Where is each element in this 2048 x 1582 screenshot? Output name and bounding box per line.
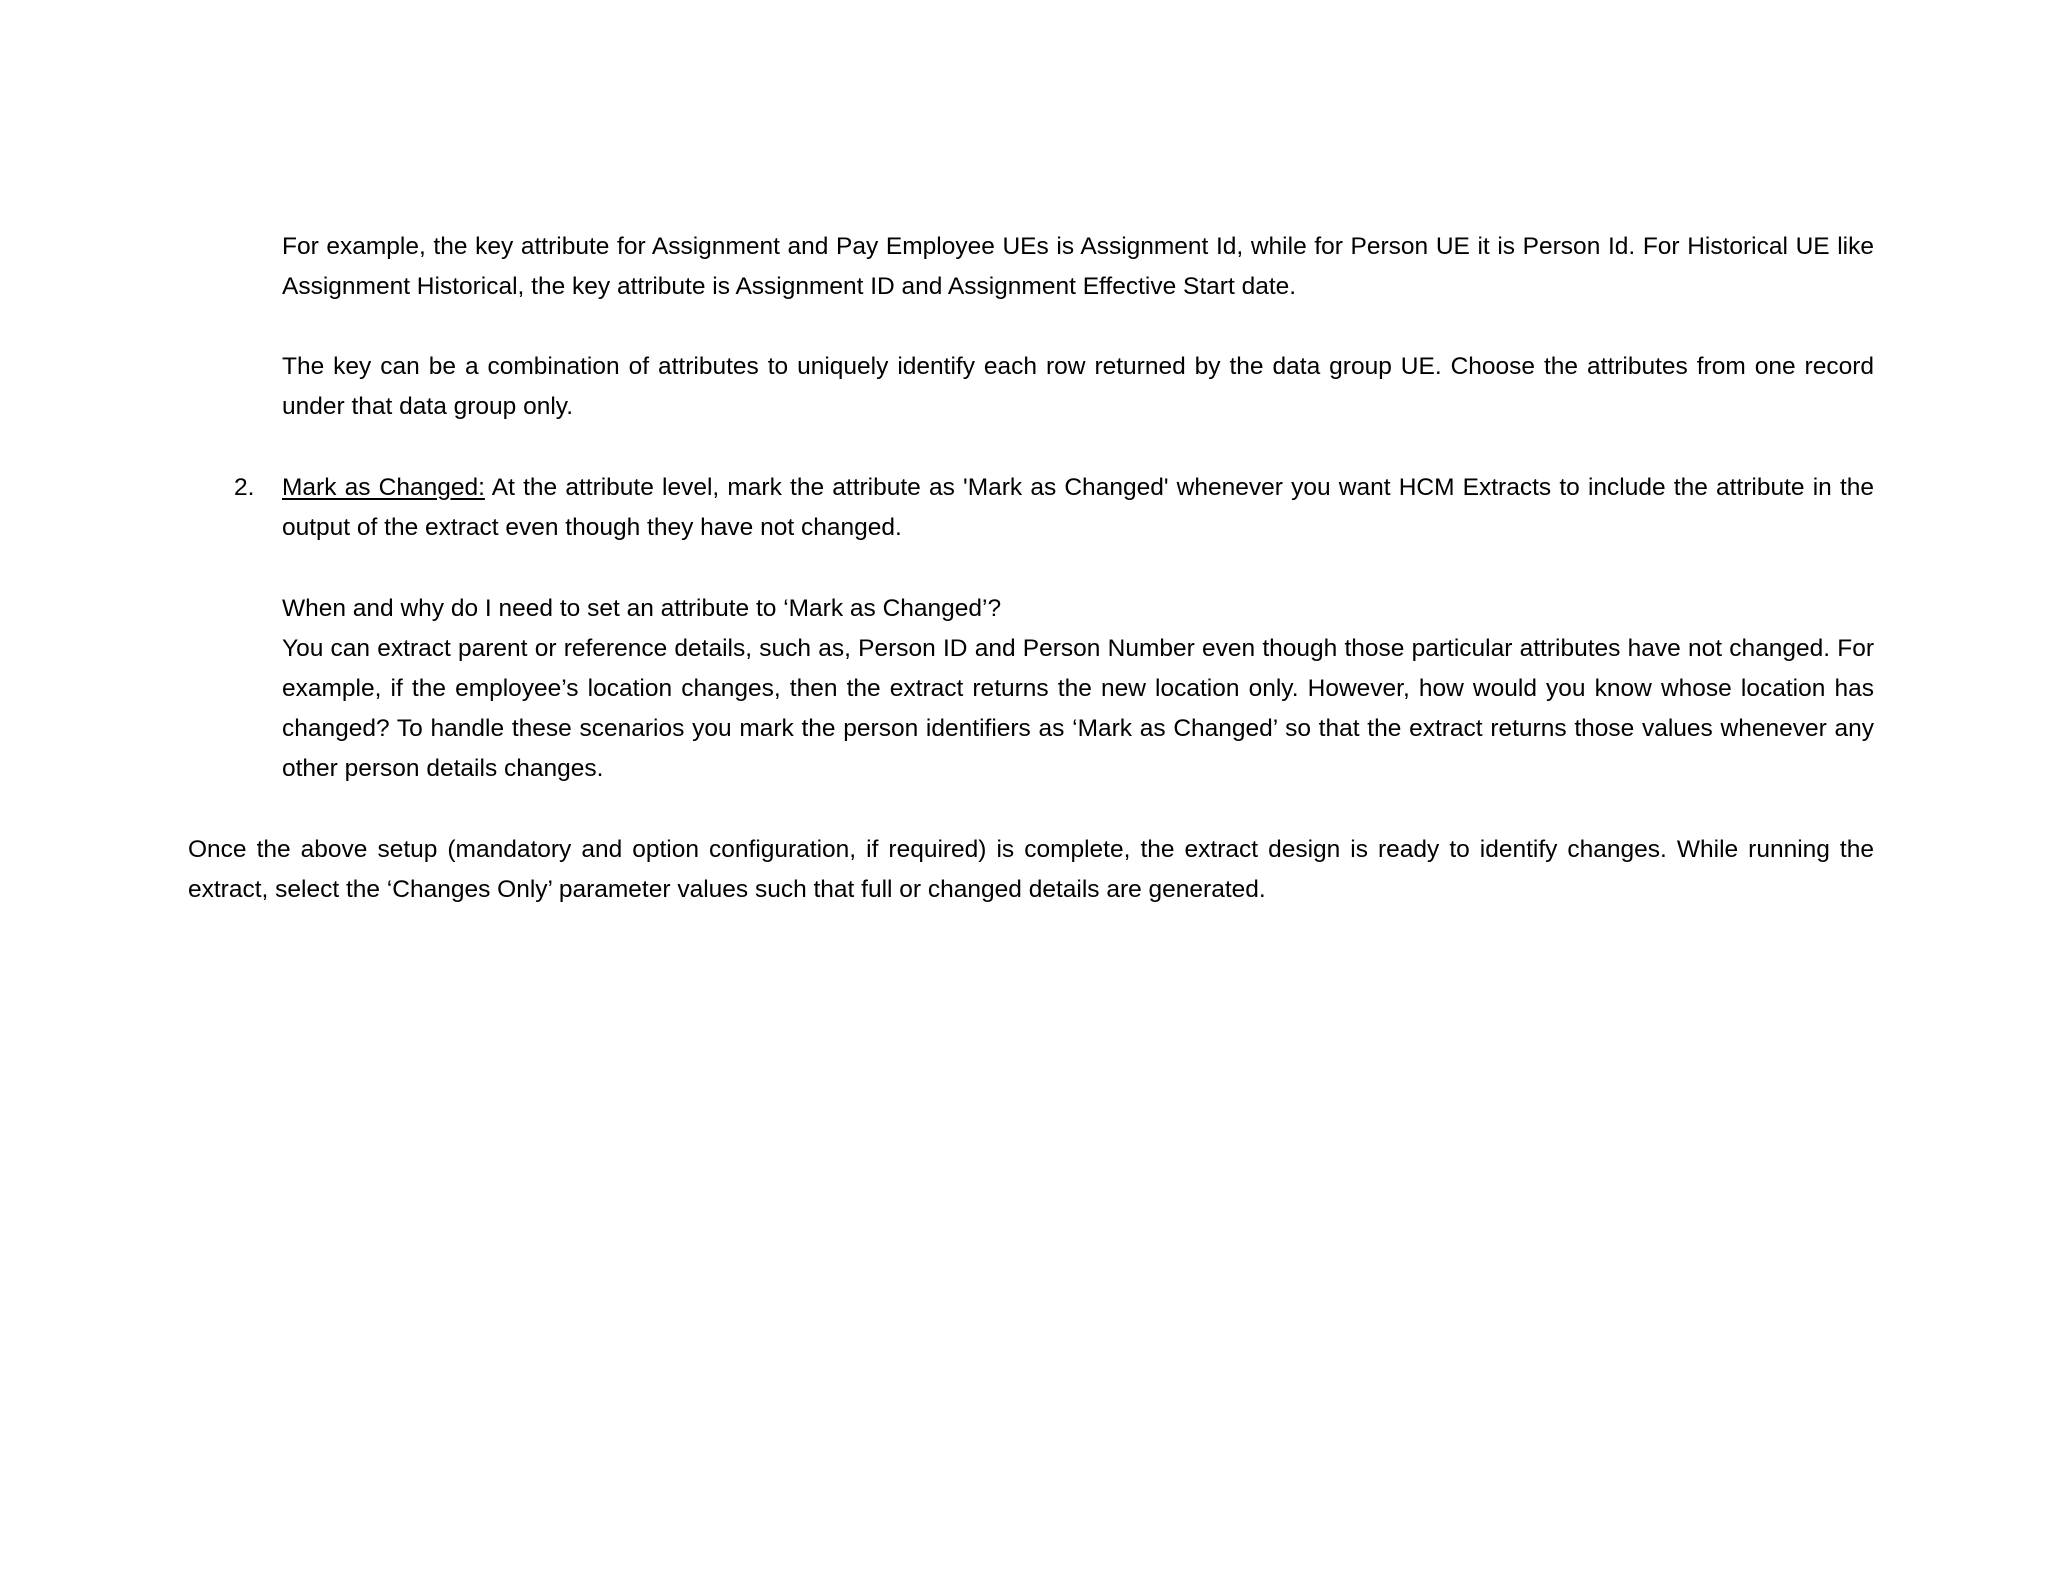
key-attribute-example-paragraph: For example, the key attribute for Assignment and Pay Employee UEs is Assignment Id, while for Person UE it is Person Id. For Historical UE like Assignment Historical, the key attribute is Assignment ID and Assignment Effective Start date. <box>282 233 1874 300</box>
mark-as-changed-term: Mark as Changed: <box>282 474 485 501</box>
mark-as-changed-list-item <box>282 468 1874 548</box>
key-combination-paragraph: The key can be a combination of attributes to uniquely identify each row returned by the data group UE. Choose the attributes from one record under that data group only. <box>282 353 1874 420</box>
list-item-number: 2. <box>234 474 255 501</box>
question-heading: When and why do I need to set an attribute to ‘Mark as Changed’? <box>282 595 1002 622</box>
mark-as-changed-description: At the attribute level, mark the attribute as 'Mark as Changed' whenever you want HCM Extracts to include the attribute in the output of the extract even though they have not changed. <box>282 474 1875 541</box>
answer-paragraph: You can extract parent or reference details, such as, Person ID and Person Number even though those particular attributes have not changed. For example, if the employee’s location changes, then the extract returns the new location only. However, how would you know whose location has changed? To handle these scenarios you mark the person identifiers as ‘Mark as Changed’ so that the extract returns those values whenever any other person details changes. <box>282 635 1874 782</box>
closing-paragraph: Once the above setup (mandatory and option configuration, if required) is complete, the extract design is ready to identify changes. While running the extract, select the ‘Changes Only’ parameter values such that full or changed details are generated. <box>188 836 1874 903</box>
